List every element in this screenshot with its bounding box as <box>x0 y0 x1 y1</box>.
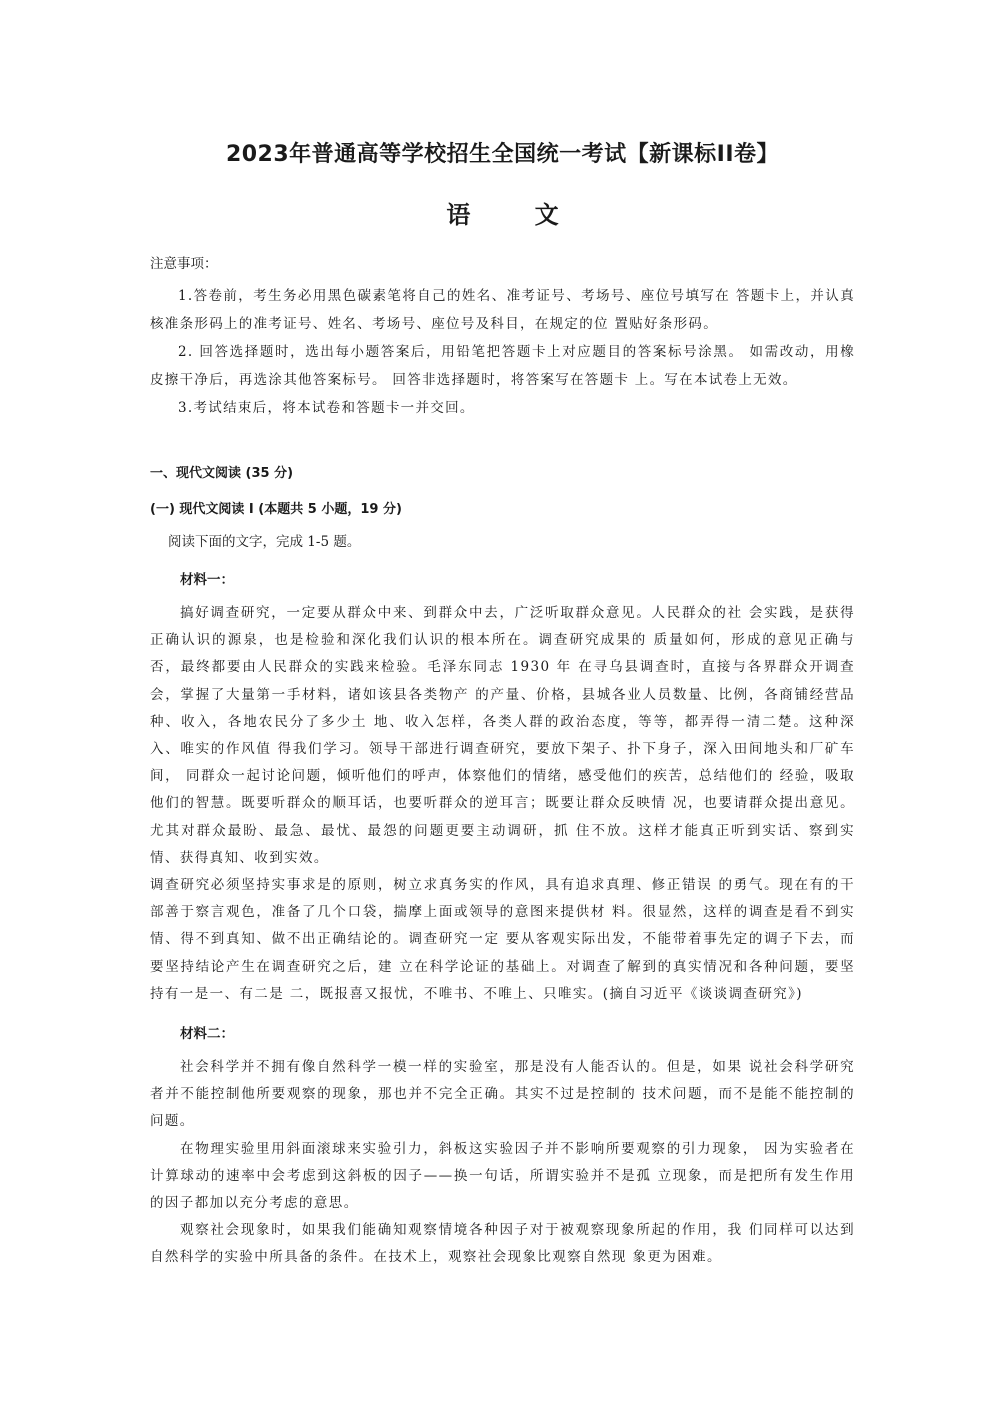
exam-title: 2023年普通高等学校招生全国统一考试【新课标II卷】 <box>225 142 780 167</box>
subject-title: 语 文 <box>446 201 587 229</box>
material1-paragraph: 搞好调查研究，一定要从群众中来、到群众中去，广泛听取群众意见。人民群众的社 会实践，是获得正确认识的源泉，也是检验和深化我们认识的根本所在。调查研究成果的 质量如何，形成的意见正确与否，最终都要由人民群众的实践来检验。毛泽东同志 1930 年 在寻乌县调查时，直接与各界群众开调查会，掌握了大量第一手材料，诸如该县各类物产 的产量、价格，县城各业人员数量、比例，各商铺经营品种、收入，各地农民分了多少土 地、收入怎样，各类人群的政治态度，等等，都弄得一清二楚。这种深入、唯实的作风值 得我们学习。领导干部进行调查研究，要放下架子、扑下身子，深入田间地头和厂矿车间， 同群众一起讨论问题，倾听他们的呼声，体察他们的情绪，感受他们的疾苦，总结他们的 经验，吸取他们的智慧。既要听群众的顺耳话，也要听群众的逆耳言；既要让群众反映情 况，也要请群众提出意见。尤其对群众最盼、最急、最忧、最怨的问题更要主动调研，抓 住不放。这样才能真正听到实话、察到实情、获得真知、收到实效。 <box>150 605 855 866</box>
exam-page <box>150 140 855 1272</box>
notice-item: 2. 回答选择题时，选出每小题答案后，用铅笔把答题卡上对应题目的答案标号涂黑。 如需改动，用橡皮擦干净后，再选涂其他答案标号。 回答非选择题时，将答案写在答题卡 上。写在本试卷上无效。 <box>150 344 855 388</box>
reading-instruction: 阅读下面的文字，完成 1-5 题。 <box>168 534 361 550</box>
material2-paragraph: 观察社会现象时，如果我们能确知观察情境各种因子对于被观察现象所起的作用，我 们同样可以达到自然科学的实验中所具备的条件。在技术上，观察社会现象比观察自然现 象更为困难。 <box>150 1222 855 1266</box>
notice-item: 1.答卷前，考生务必用黑色碳素笔将自己的姓名、准考证号、考场号、座位号填写在 答题卡上，并认真核准条形码上的准考证号、姓名、考场号、座位号及科目，在规定的位 置贴好条形码。 <box>150 288 855 332</box>
notice-section <box>150 252 855 422</box>
notice-item: 3.考试结束后，将本试卷和答题卡一并交回。 <box>178 400 475 416</box>
subsection-title: (一) 现代文阅读 I (本题共 5 小题，19 分) <box>150 502 402 517</box>
section-title: 一、现代文阅读 (35 分) <box>150 466 294 481</box>
material1-title: 材料一： <box>180 572 234 588</box>
material2-title: 材料二： <box>180 1026 234 1043</box>
material2-paragraph: 在物理实验里用斜面滚球来实验引力，斜板这实验因子并不影响所要观察的引力现象， 因为实验者在计算球动的速率中会考虑到这斜板的因子——换一句话，所谓实验并不是孤 立现象，而是把所有发生作用的因子都加以充分考虑的意思。 <box>150 1140 855 1212</box>
material1-paragraph: 调查研究必须坚持实事求是的原则，树立求真务实的作风，具有追求真理、修正错误 的勇气。现在有的干部善于察言观色，准备了几个口袋，揣摩上面或领导的意图来提供材 料。很显然，这样的调查是看不到实情、得不到真知、做不出正确结论的。调查研究一定 要从客观实际出发，不能带着事先定的调子下去，而要坚持结论产生在调查研究之后，建 立在科学论证的基础上。对调查了解到的真实情况和各种问题，要坚持有一是一、有二是 二，既报喜又报忧，不唯书、不唯上、只唯实。(摘自习近平《谈谈调查研究》) <box>150 877 855 1002</box>
material2-paragraph: 社会科学并不拥有像自然科学一模一样的实验室，那是没有人能否认的。但是，如果 说社会科学研究者并不能控制他所要观察的现象，那也并不完全正确。其实不过是控制的 技术问题，而不是能不能控制的问题。 <box>150 1059 855 1130</box>
notice-title: 注意事项： <box>150 256 218 272</box>
